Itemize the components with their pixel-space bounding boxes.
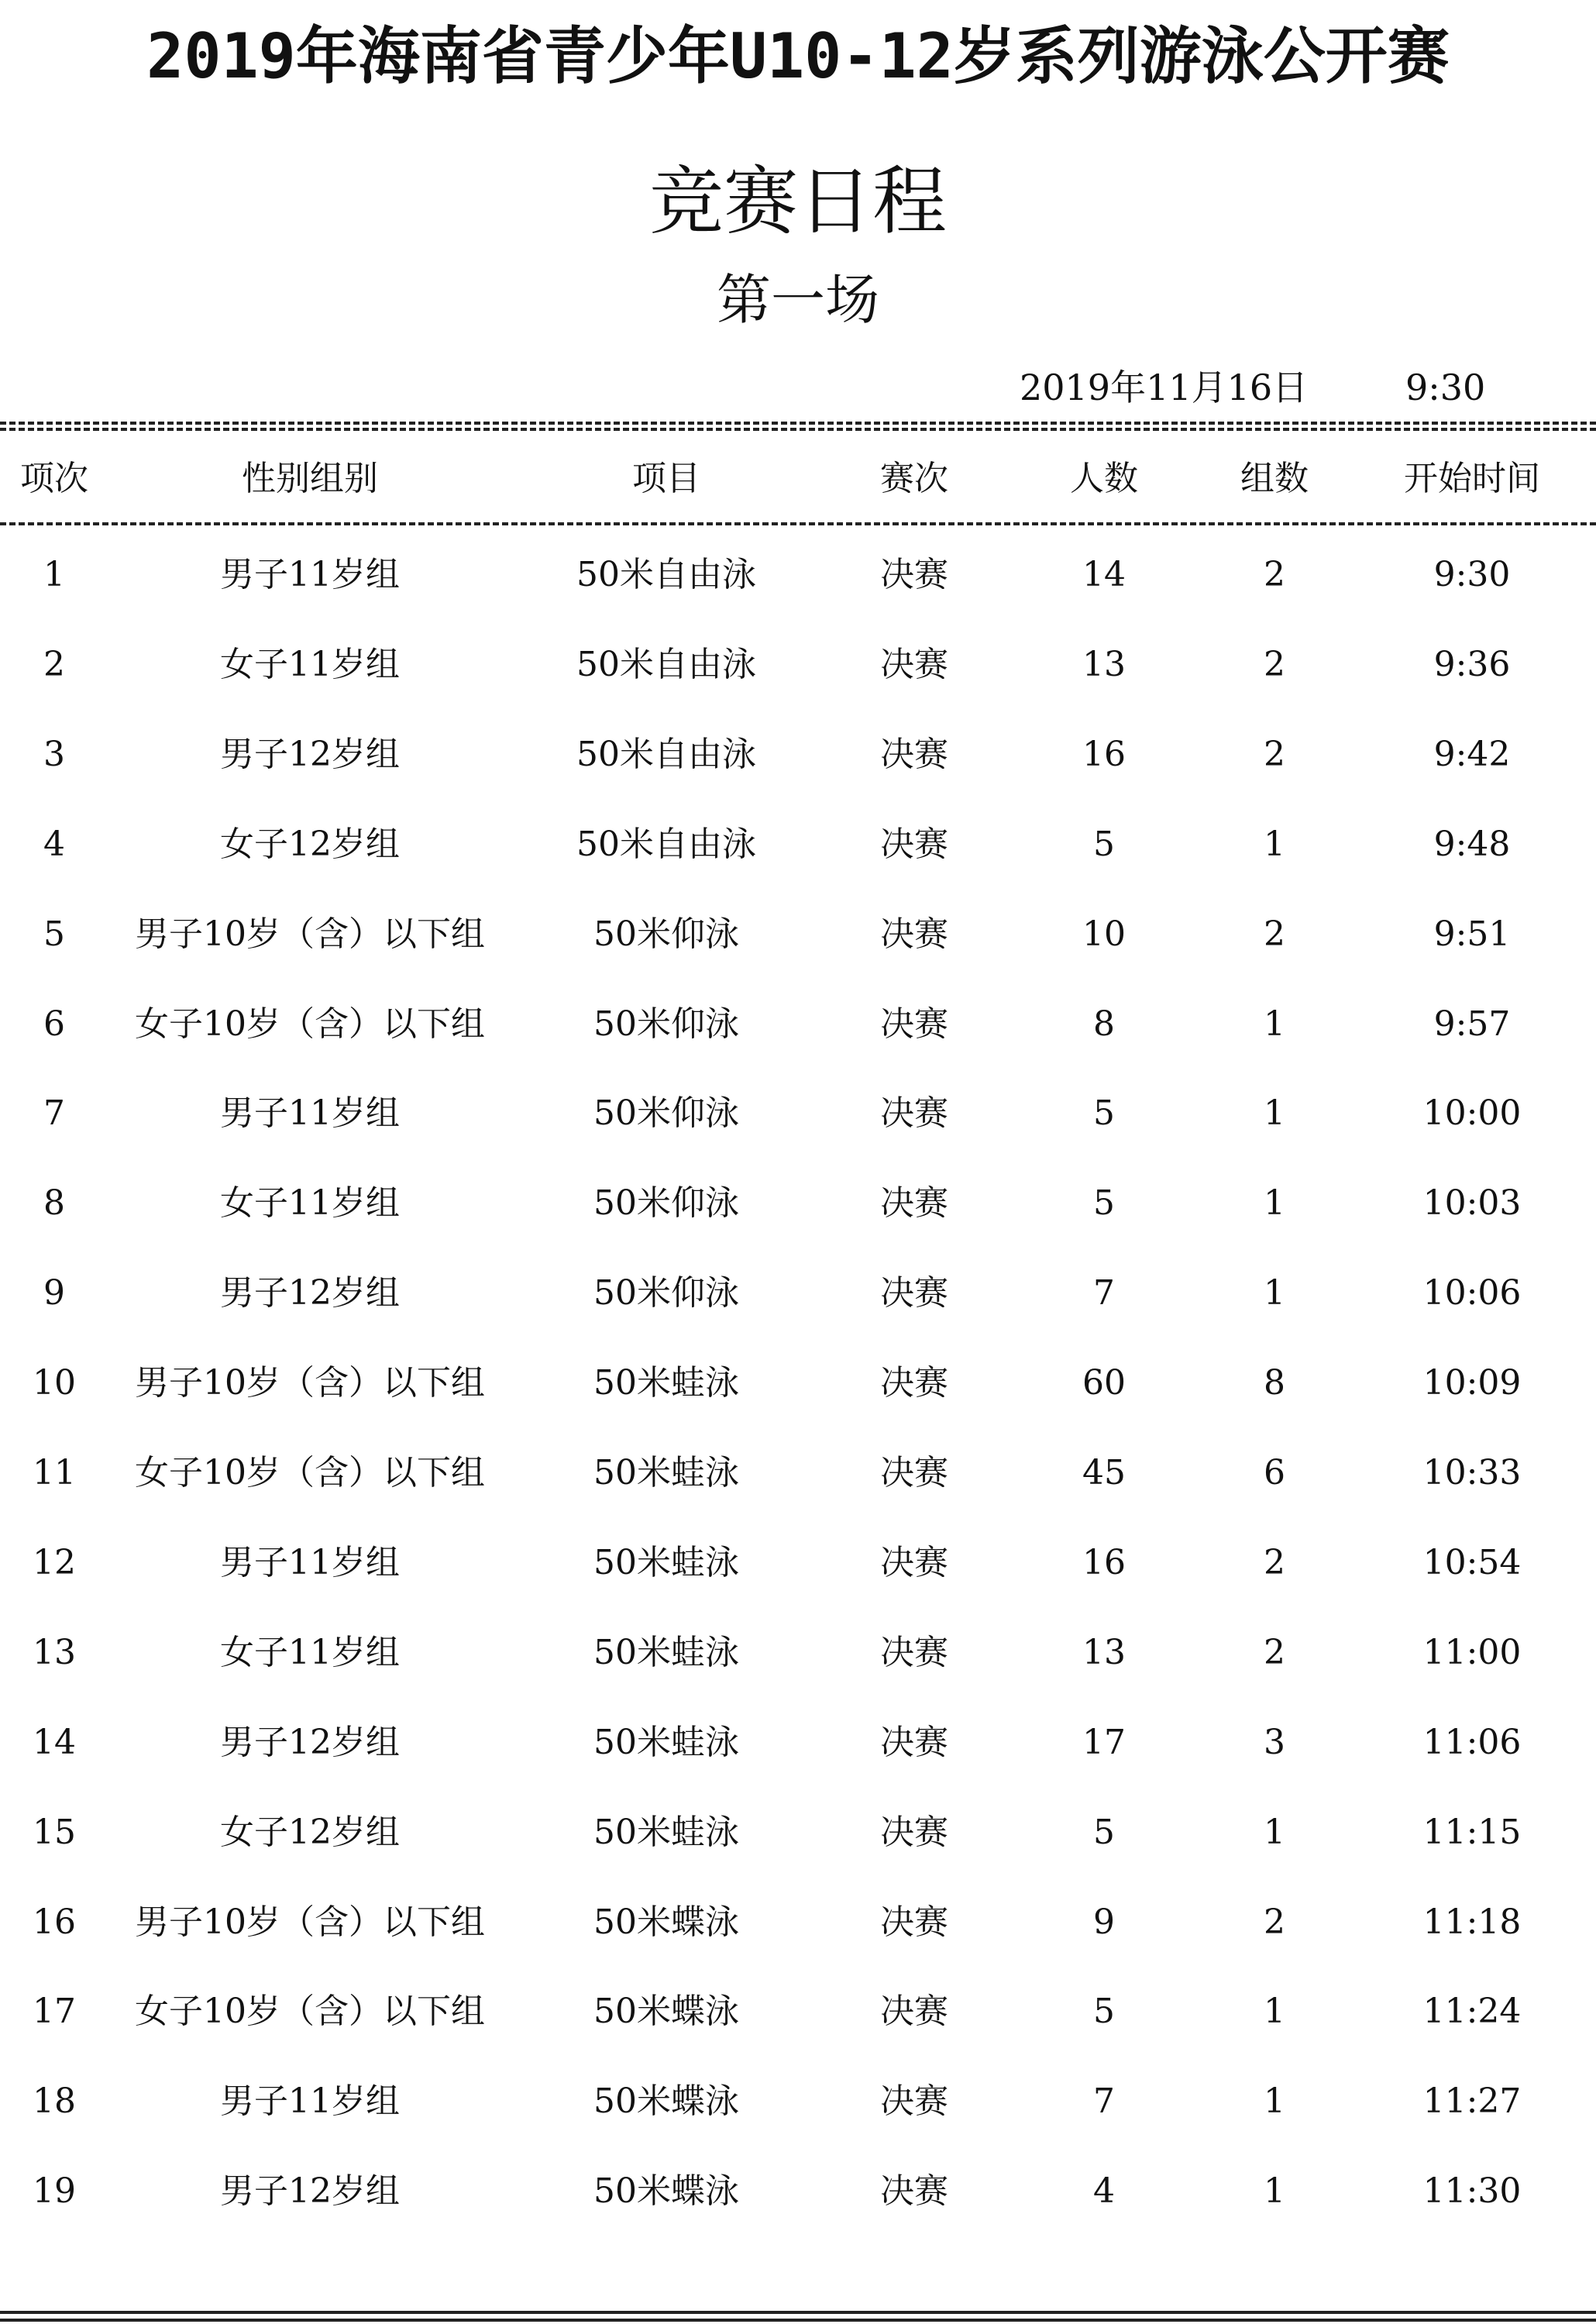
cell-round: 决赛 [880, 2081, 948, 2121]
cell-gender-group: 男子11岁组 [220, 555, 400, 594]
cell-event: 50米仰泳 [593, 914, 739, 954]
cell-round: 决赛 [880, 2171, 948, 2211]
cell-heats: 1 [1264, 1093, 1285, 1133]
table-row [0, 1981, 1596, 2043]
cell-heats: 2 [1264, 735, 1285, 774]
header-top-divider-inner [0, 428, 1596, 431]
cell-entrants: 16 [1082, 735, 1126, 774]
cell-heats: 1 [1264, 1992, 1285, 2031]
cell-entrants: 16 [1082, 1543, 1126, 1582]
cell-start-time: 9:51 [1433, 914, 1511, 954]
cell-item-no: 12 [33, 1543, 76, 1582]
cell-entrants: 13 [1082, 645, 1126, 684]
table-row [0, 634, 1596, 696]
cell-event: 50米蝶泳 [593, 1992, 739, 2031]
cell-event: 50米自由泳 [576, 825, 756, 864]
cell-heats: 1 [1264, 2171, 1285, 2211]
column-header-entrants: 人数 [1070, 459, 1138, 498]
cell-item-no: 4 [43, 825, 65, 864]
cell-gender-group: 女子10岁（含）以下组 [135, 1004, 485, 1044]
cell-entrants: 60 [1082, 1363, 1126, 1403]
cell-gender-group: 男子12岁组 [220, 735, 400, 774]
cell-entrants: 5 [1093, 1992, 1115, 2031]
cell-event: 50米蛙泳 [593, 1723, 739, 1762]
column-header-start-time: 开始时间 [1404, 459, 1540, 498]
cell-gender-group: 男子12岁组 [220, 1723, 400, 1762]
cell-heats: 2 [1264, 1543, 1285, 1582]
cell-entrants: 7 [1093, 1273, 1115, 1313]
cell-entrants: 8 [1093, 1004, 1115, 1044]
cell-start-time: 11:24 [1422, 1992, 1522, 2031]
cell-item-no: 17 [33, 1992, 76, 2031]
cell-round: 决赛 [880, 555, 948, 594]
cell-item-no: 2 [43, 645, 65, 684]
cell-gender-group: 男子10岁（含）以下组 [135, 1363, 485, 1403]
footer-divider-inner [0, 2319, 1596, 2322]
cell-round: 决赛 [880, 1183, 948, 1223]
cell-item-no: 16 [33, 1902, 76, 1942]
cell-item-no: 19 [33, 2171, 76, 2211]
cell-entrants: 14 [1082, 555, 1126, 594]
footer-divider [0, 2311, 1596, 2314]
table-row [0, 1352, 1596, 1414]
cell-start-time: 10:03 [1422, 1183, 1522, 1223]
cell-heats: 1 [1264, 1004, 1285, 1044]
table-row [0, 2160, 1596, 2222]
cell-gender-group: 男子11岁组 [220, 1093, 400, 1133]
cell-start-time: 10:06 [1422, 1273, 1522, 1313]
cell-event: 50米仰泳 [593, 1183, 739, 1223]
cell-start-time: 11:30 [1422, 2171, 1522, 2211]
table-row [0, 1802, 1596, 1864]
cell-event: 50米蝶泳 [593, 1902, 739, 1942]
cell-item-no: 1 [43, 555, 65, 594]
cell-heats: 8 [1264, 1363, 1285, 1403]
cell-round: 决赛 [880, 1004, 948, 1044]
table-header-row [0, 448, 1596, 510]
cell-item-no: 18 [33, 2081, 76, 2121]
cell-item-no: 14 [33, 1723, 76, 1762]
cell-round: 决赛 [880, 645, 948, 684]
table-row [0, 1262, 1596, 1324]
document-title: 2019年海南省青少年U10-12岁系列游泳公开赛 [146, 20, 1450, 92]
cell-start-time: 9:36 [1433, 645, 1511, 684]
cell-heats: 2 [1264, 645, 1285, 684]
schedule-start-time: 9:30 [1405, 367, 1486, 408]
cell-event: 50米蝶泳 [593, 2081, 739, 2121]
cell-event: 50米蛙泳 [593, 1363, 739, 1403]
cell-round: 决赛 [880, 1813, 948, 1852]
cell-start-time: 11:00 [1422, 1633, 1522, 1672]
cell-gender-group: 女子11岁组 [220, 1183, 400, 1223]
cell-heats: 1 [1264, 825, 1285, 864]
cell-round: 决赛 [880, 1093, 948, 1133]
cell-start-time: 9:42 [1433, 735, 1511, 774]
cell-round: 决赛 [880, 914, 948, 954]
cell-gender-group: 男子12岁组 [220, 2171, 400, 2211]
cell-round: 决赛 [880, 1543, 948, 1582]
cell-entrants: 5 [1093, 1093, 1115, 1133]
table-row [0, 1622, 1596, 1684]
cell-entrants: 10 [1082, 914, 1126, 954]
cell-start-time: 10:00 [1422, 1093, 1522, 1133]
cell-round: 决赛 [880, 1363, 948, 1403]
cell-gender-group: 女子11岁组 [220, 645, 400, 684]
cell-heats: 3 [1264, 1723, 1285, 1762]
cell-start-time: 9:57 [1433, 1004, 1511, 1044]
cell-item-no: 3 [43, 735, 65, 774]
cell-round: 决赛 [880, 1273, 948, 1313]
column-header-event: 项目 [632, 459, 700, 498]
cell-start-time: 11:18 [1422, 1902, 1522, 1942]
cell-heats: 2 [1264, 914, 1285, 954]
document-subtitle: 竞赛日程 [649, 158, 947, 245]
cell-item-no: 7 [43, 1093, 65, 1133]
cell-round: 决赛 [880, 825, 948, 864]
cell-round: 决赛 [880, 735, 948, 774]
cell-event: 50米仰泳 [593, 1273, 739, 1313]
cell-entrants: 13 [1082, 1633, 1126, 1672]
cell-heats: 2 [1264, 1902, 1285, 1942]
cell-gender-group: 男子10岁（含）以下组 [135, 914, 485, 954]
table-row [0, 1442, 1596, 1504]
table-row [0, 814, 1596, 876]
cell-start-time: 11:27 [1422, 2081, 1522, 2121]
cell-gender-group: 女子11岁组 [220, 1633, 400, 1672]
cell-event: 50米自由泳 [576, 645, 756, 684]
cell-event: 50米蛙泳 [593, 1813, 739, 1852]
cell-entrants: 5 [1093, 825, 1115, 864]
schedule-date: 2019年11月16日 [1020, 367, 1309, 408]
cell-round: 决赛 [880, 1902, 948, 1942]
cell-item-no: 9 [43, 1273, 65, 1313]
column-header-gender-group: 性别组别 [242, 459, 378, 498]
cell-gender-group: 女子10岁（含）以下组 [135, 1453, 485, 1493]
cell-event: 50米蝶泳 [593, 2171, 739, 2211]
cell-heats: 1 [1264, 2081, 1285, 2121]
cell-entrants: 17 [1082, 1723, 1126, 1762]
cell-item-no: 15 [33, 1813, 76, 1852]
cell-round: 决赛 [880, 1633, 948, 1672]
table-row [0, 1532, 1596, 1594]
cell-event: 50米自由泳 [576, 735, 756, 774]
cell-round: 决赛 [880, 1723, 948, 1762]
cell-heats: 2 [1264, 1633, 1285, 1672]
cell-round: 决赛 [880, 1992, 948, 2031]
cell-start-time: 10:54 [1422, 1543, 1522, 1582]
table-row [0, 904, 1596, 966]
cell-gender-group: 男子11岁组 [220, 1543, 400, 1582]
cell-event: 50米蛙泳 [593, 1543, 739, 1582]
cell-entrants: 5 [1093, 1183, 1115, 1223]
cell-item-no: 11 [33, 1453, 76, 1493]
cell-entrants: 7 [1093, 2081, 1115, 2121]
cell-start-time: 9:48 [1433, 825, 1511, 864]
cell-event: 50米蛙泳 [593, 1453, 739, 1493]
cell-heats: 6 [1264, 1453, 1285, 1493]
cell-start-time: 11:15 [1422, 1813, 1522, 1852]
cell-entrants: 9 [1093, 1902, 1115, 1942]
table-row [0, 1892, 1596, 1954]
cell-heats: 1 [1264, 1183, 1285, 1223]
cell-entrants: 45 [1082, 1453, 1126, 1493]
cell-event: 50米仰泳 [593, 1093, 739, 1133]
cell-start-time: 10:09 [1422, 1363, 1522, 1403]
cell-entrants: 5 [1093, 1813, 1115, 1852]
column-header-heats: 组数 [1240, 459, 1309, 498]
table-row [0, 724, 1596, 786]
cell-gender-group: 女子12岁组 [220, 825, 400, 864]
cell-item-no: 13 [33, 1633, 76, 1672]
cell-gender-group: 男子10岁（含）以下组 [135, 1902, 485, 1942]
cell-round: 决赛 [880, 1453, 948, 1493]
cell-item-no: 8 [43, 1183, 65, 1223]
column-header-item-no: 项次 [20, 459, 88, 498]
cell-event: 50米仰泳 [593, 1004, 739, 1044]
cell-start-time: 10:33 [1422, 1453, 1522, 1493]
column-header-round: 赛次 [880, 459, 948, 498]
cell-heats: 1 [1264, 1813, 1285, 1852]
table-row [0, 2071, 1596, 2133]
table-row [0, 993, 1596, 1055]
cell-gender-group: 男子11岁组 [220, 2081, 400, 2121]
table-row [0, 544, 1596, 606]
cell-event: 50米蛙泳 [593, 1633, 739, 1672]
table-row [0, 1083, 1596, 1145]
cell-heats: 1 [1264, 1273, 1285, 1313]
table-row [0, 1172, 1596, 1234]
cell-gender-group: 女子12岁组 [220, 1813, 400, 1852]
header-top-divider [0, 422, 1596, 425]
cell-gender-group: 女子10岁（含）以下组 [135, 1992, 485, 2031]
cell-item-no: 5 [43, 914, 65, 954]
cell-event: 50米自由泳 [576, 555, 756, 594]
cell-item-no: 10 [33, 1363, 76, 1403]
table-row [0, 1712, 1596, 1774]
cell-gender-group: 男子12岁组 [220, 1273, 400, 1313]
header-bottom-divider [0, 522, 1596, 525]
cell-heats: 2 [1264, 555, 1285, 594]
session-label: 第一场 [717, 268, 879, 332]
cell-start-time: 11:06 [1422, 1723, 1522, 1762]
cell-item-no: 6 [43, 1004, 65, 1044]
cell-start-time: 9:30 [1433, 555, 1511, 594]
cell-entrants: 4 [1093, 2171, 1115, 2211]
